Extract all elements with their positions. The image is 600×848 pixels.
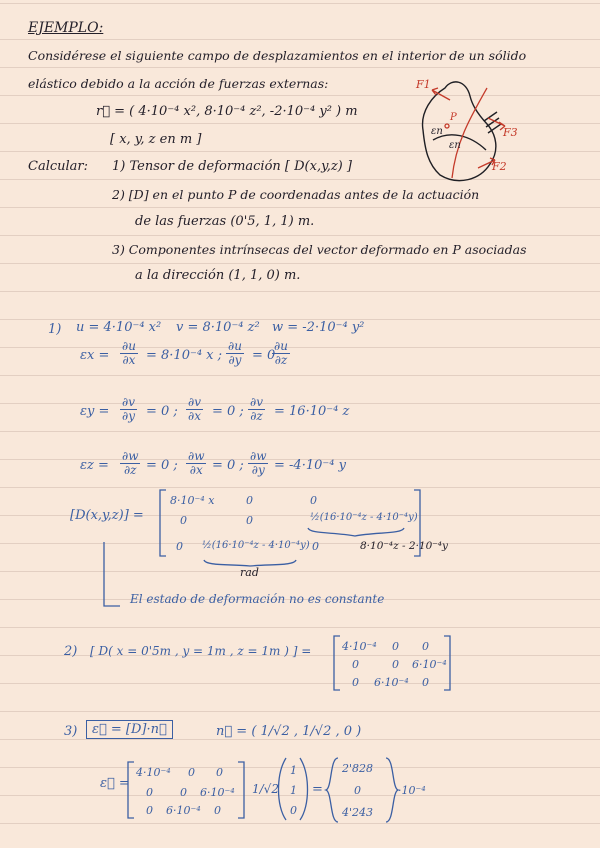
vec-cell-3-2: 6·10⁻⁴ bbox=[166, 804, 201, 817]
point-cell-2-1: 0 bbox=[352, 658, 359, 671]
units-note: [ x, y, z en m ] bbox=[110, 132, 202, 147]
hatched-support bbox=[484, 112, 501, 133]
force-f1-label: F1 bbox=[416, 78, 431, 91]
conclusion-bracket bbox=[104, 542, 120, 606]
epsilon-z-value: = 0 ; bbox=[146, 458, 178, 473]
point-cell-2-2: 0 bbox=[392, 658, 399, 671]
force-f1-arrow bbox=[432, 88, 450, 100]
solution-2-expression: [ D( x = 0'5m , y = 1m , z = 1m ) ] = bbox=[90, 644, 312, 658]
epsilon-z-label: εz = bbox=[80, 458, 109, 473]
task-2-line-2: de las fuerzas (0'5, 1, 1) m. bbox=[135, 214, 315, 229]
task-3-line-2: a la dirección (1, 1, 0) m. bbox=[135, 268, 301, 283]
solution-1-label: 1) bbox=[48, 322, 62, 337]
dv-dx-value: = 0 ; bbox=[212, 404, 244, 419]
dw-dz-fraction: $\frac{\partial w}{\partial z}$ bbox=[122, 449, 139, 477]
dw-dx-value: = 0 ; bbox=[212, 458, 244, 473]
vec-cell-1-2: 0 bbox=[188, 766, 195, 779]
u-definition: u = 4·10⁻⁴ x² bbox=[76, 320, 162, 335]
dv-dy-fraction: $\frac{\partial v}{\partial y}$ bbox=[122, 395, 135, 423]
strain-cell-3-1: 0 bbox=[176, 540, 183, 553]
solution-2-label: 2) bbox=[64, 644, 78, 659]
simplified-shear: 8·10⁻⁴z - 2·10⁻⁴y bbox=[360, 540, 448, 552]
point-cell-2-3: 6·10⁻⁴ bbox=[412, 658, 447, 671]
task-3-line-1: 3) Componentes intrínsecas del vector deformado en P asociadas bbox=[112, 242, 527, 257]
point-cell-3-1: 0 bbox=[352, 676, 359, 689]
strain-cell-2-3: ½(16·10⁻⁴z - 4·10⁻⁴y) bbox=[310, 512, 418, 523]
strain-cell-1-2: 0 bbox=[246, 494, 253, 507]
upper-brace bbox=[308, 528, 404, 536]
strain-cell-2-1: 0 bbox=[180, 514, 187, 527]
dw-dx-fraction: $\frac{\partial w}{\partial x}$ bbox=[188, 449, 205, 477]
result-1: 2'828 bbox=[342, 762, 374, 775]
equals-sign: = bbox=[312, 782, 323, 797]
du-dy-value: = 0 bbox=[252, 348, 276, 363]
point-cell-3-3: 0 bbox=[422, 676, 429, 689]
point-cell-1-1: 4·10⁻⁴ bbox=[342, 640, 377, 653]
dw-dy-value: = -4·10⁻⁴ y bbox=[274, 458, 346, 473]
task-1: 1) Tensor de deformación [ D(x,y,z) ] bbox=[112, 159, 352, 174]
cut-plane-curve bbox=[452, 88, 487, 178]
strain-cell-3-2: ½(16·10⁻⁴z - 4·10⁻⁴y) bbox=[202, 540, 310, 551]
force-f2-label: F2 bbox=[492, 160, 507, 173]
vec-cell-1-3: 0 bbox=[216, 766, 223, 779]
strain-vector-label: ε⃗ = bbox=[100, 776, 130, 791]
du-dx-fraction: $\frac{\partial u}{\partial x}$ bbox=[122, 339, 136, 367]
boxed-formula: ε⃗ = [D]·n⃗ bbox=[86, 720, 173, 739]
rad-label: rad bbox=[240, 566, 259, 579]
scalar-factor: 1/√2 bbox=[252, 782, 279, 796]
point-p-label: P bbox=[450, 112, 457, 123]
dv-dx-fraction: $\frac{\partial v}{\partial x}$ bbox=[188, 395, 201, 423]
v-definition: v = 8·10⁻⁴ z² bbox=[176, 320, 260, 335]
strain-cell-3-3: 0 bbox=[312, 540, 319, 553]
vec-cell-3-3: 0 bbox=[214, 804, 221, 817]
vec-cell-1-1: 4·10⁻⁴ bbox=[136, 766, 171, 779]
point-p-marker bbox=[445, 124, 449, 128]
normal-vector: n⃗ = ( 1/√2 , 1/√2 , 0 ) bbox=[216, 724, 362, 739]
vec-cell-3-1: 0 bbox=[146, 804, 153, 817]
direction-1: 1 bbox=[290, 764, 297, 777]
epsilon-y-value: = 0 ; bbox=[146, 404, 178, 419]
task-2-line-1: 2) [D] en el punto P de coordenadas antes de la actuación bbox=[112, 187, 480, 202]
force-f3-label: F3 bbox=[503, 126, 518, 139]
strain-tensor-label: [D(x,y,z)] = bbox=[70, 508, 144, 523]
direction-2: 1 bbox=[290, 784, 297, 797]
displacement-field: r⃗ = ( 4·10⁻⁴ x², 8·10⁻⁴ z², -2·10⁻⁴ y² ) m bbox=[96, 104, 358, 119]
tasks-label: Calcular: bbox=[28, 159, 89, 174]
heading: EJEMPLO: bbox=[28, 20, 104, 36]
dv-dz-value: = 16·10⁻⁴ z bbox=[274, 404, 350, 419]
strain-cell-1-1: 8·10⁻⁴ x bbox=[170, 494, 215, 507]
w-definition: w = -2·10⁻⁴ y² bbox=[272, 320, 365, 335]
solution-3-label: 3) bbox=[64, 724, 78, 739]
result-factor: ·10⁻⁴ bbox=[398, 784, 426, 797]
du-dz-fraction: $\frac{\partial u}{\partial z}$ bbox=[274, 339, 288, 367]
strain-cell-2-2: 0 bbox=[246, 514, 253, 527]
direction-3: 0 bbox=[290, 804, 297, 817]
strain-cell-1-3: 0 bbox=[310, 494, 317, 507]
point-cell-3-2: 6·10⁻⁴ bbox=[374, 676, 409, 689]
result-2: 0 bbox=[354, 784, 361, 797]
point-cell-1-2: 0 bbox=[392, 640, 399, 653]
epsilon-n-label-2: εn bbox=[449, 140, 461, 151]
epsilon-y-label: εy = bbox=[80, 404, 110, 419]
result-3: 4'243 bbox=[342, 806, 374, 819]
epsilon-x-label: εx = bbox=[80, 348, 110, 363]
conclusion-text: El estado de deformación no es constante bbox=[130, 592, 385, 606]
vec-cell-2-2: 0 bbox=[180, 786, 187, 799]
intro-line-1: Considérese el siguiente campo de desplazamientos en el interior de un sólido bbox=[28, 48, 527, 63]
point-cell-1-3: 0 bbox=[422, 640, 429, 653]
vec-cell-2-1: 0 bbox=[146, 786, 153, 799]
dw-dy-fraction: $\frac{\partial w}{\partial y}$ bbox=[250, 449, 267, 477]
vec-cell-2-3: 6·10⁻⁴ bbox=[200, 786, 235, 799]
epsilon-x-value: = 8·10⁻⁴ x ; bbox=[146, 348, 223, 363]
epsilon-n-label-1: εn bbox=[431, 126, 443, 137]
intro-line-2: elástico debido a la acción de fuerzas externas: bbox=[28, 76, 329, 91]
du-dy-fraction: $\frac{\partial u}{\partial y}$ bbox=[228, 339, 242, 367]
dv-dz-fraction: $\frac{\partial v}{\partial z}$ bbox=[250, 395, 263, 423]
